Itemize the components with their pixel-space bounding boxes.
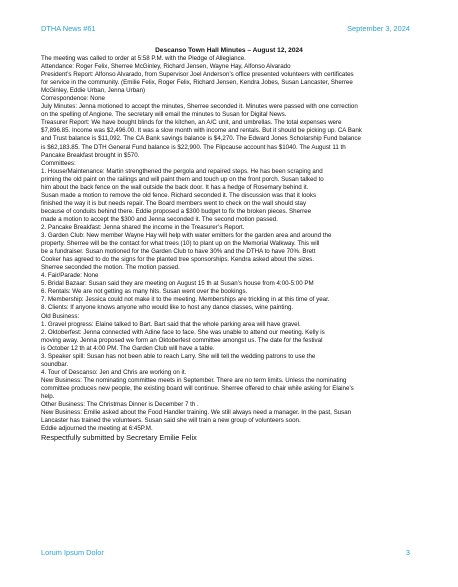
minutes-line: $7,896.85. Income was $2,496.00. It was a slow month with income and rentals. But it should be picking up. CA Bank bbox=[41, 127, 362, 135]
minutes-line: 2. Pancake Breakfast: Jenna shared the income in the Treasurer’s Report. bbox=[41, 223, 245, 231]
minutes-line: is $62,183.85. The DTH General Fund balance is $22,900. The Flipcause account has $1040. The August 11 th bbox=[41, 143, 346, 151]
minutes-line: 4. Tour of Descanso: Jen and Chris are working on it. bbox=[41, 368, 187, 376]
minutes-line: New Business: The nominating committee meets in September. There are no term limits. Unless the nominating bbox=[41, 376, 347, 384]
minutes-line: be a fundraiser. Susan motioned for the Garden Club to have 30% and the DTHA to have 70%. Brett bbox=[41, 248, 316, 256]
signature-line: Respectfully submitted by Secretary Emilie Felix bbox=[41, 433, 197, 443]
minutes-line: for service in the community. (Emilie Felix, Roger Felix, Richard Jensen, Kendra Jobes, Susan Lancaster, Sherree bbox=[41, 79, 353, 87]
minutes-line: Cooker has agreed to do the signs for the planted tree sponsorships. Kendra asked about the sizes. bbox=[41, 256, 315, 264]
minutes-line: help. bbox=[41, 392, 55, 400]
minutes-line: 2. Oktoberfest: Jenna connected with Adine face to face. She was unable to attend our meeting. Kelly is bbox=[41, 328, 325, 336]
minutes-line: 4. Fair/Parade: None bbox=[41, 272, 99, 280]
minutes-line: Pancake Breakfast brought in $570. bbox=[41, 151, 140, 159]
minutes-line: Susan made a motion to remove the old fence. Richard seconded it. The discussion was that it looks bbox=[41, 191, 317, 199]
minutes-line: Correspondence: None bbox=[41, 95, 105, 103]
minutes-line: made a motion to accept the $300 and Jenna seconded it. The second motion passed. bbox=[41, 215, 278, 223]
minutes-line: McGinley, Eddie Urban, Jenna Urban) bbox=[41, 87, 146, 95]
minutes-line: President’s Report: Alfonso Alvarado, from Supervisor Joel Anderson’s office presented volunteers with certificates bbox=[41, 71, 354, 79]
minutes-title: Descanso Town Hall Minutes – August 12, 2024 bbox=[155, 47, 303, 54]
minutes-line: Eddie adjourned the meeting at 6:45P.M. bbox=[41, 425, 153, 433]
minutes-line: 1. Gravel progress: Elaine talked to Bart. Bart said that the whole parking area will have gravel. bbox=[41, 320, 301, 328]
minutes-line: 5. Bridal Bazaar: Susan said they are meeting on August 15 th at Susan’s house from 4:00-5:00 PM bbox=[41, 280, 314, 288]
minutes-line: 7. Membership: Jessica could not make it to the meeting. Memberships are trickling in at this time of year. bbox=[41, 296, 330, 304]
minutes-line: 6. Rentals: We are not getting as many hits. Susan went over the bookings. bbox=[41, 288, 248, 296]
minutes-line: finished the way it is but needs repair. The Board members went to check on the wall should stay bbox=[41, 199, 307, 207]
minutes-line: priming the old paint on the railings and will paint them and touch up on the front porch. Susan talked to bbox=[41, 175, 324, 183]
minutes-line: property. Sherree will be the contact for what trees (10) to plant up on the Memorial Walkway. This will bbox=[41, 240, 320, 248]
minutes-line: committee produces new people, the existing board will continue. Sherree offered to chair while asking for Elaine’s bbox=[41, 384, 354, 392]
minutes-line: 3. Garden Club: New member Wayne Hay will help with water emitters for the garden area and around the bbox=[41, 232, 332, 240]
minutes-line: Committees: bbox=[41, 159, 76, 167]
minutes-line: moving away. Jenna proposed we form an Oktoberfest committee amongst us. The date for the festival bbox=[41, 336, 323, 344]
minutes-line: 3. Speaker spill: Susan has not been able to reach Larry. She will tell the wedding patrons to use the bbox=[41, 352, 316, 360]
issue-date: September 3, 2024 bbox=[347, 24, 410, 33]
minutes-line: Treasurer Report: We have bought blinds for the kitchen, an A/C unit, and umbrellas. The total expenses were bbox=[41, 119, 342, 127]
page-header bbox=[41, 24, 410, 33]
page-number: 3 bbox=[405, 548, 410, 557]
minutes-line: Sherree seconded the motion. The motion passed. bbox=[41, 264, 180, 272]
footer-text: Lorum Ipsum Dolor bbox=[41, 548, 104, 557]
minutes-line: is October 12 th at 4:00 PM. The Garden Club will have a table. bbox=[41, 344, 215, 352]
minutes-line: The meeting was called to order at 5:58 P.M. with the Pledge of Allegiance. bbox=[41, 55, 246, 62]
minutes-body bbox=[41, 55, 421, 442]
minutes-line: New Business: Emilie asked about the Food Handler training. We still always need a manager. In the past, Susan bbox=[41, 409, 352, 417]
minutes-line: July Minutes: Jenna motioned to accept the minutes, Sherree seconded it. Minutes were passed with one correction bbox=[41, 103, 358, 111]
minutes-line: Old Business: bbox=[41, 312, 80, 320]
page-footer bbox=[41, 548, 410, 557]
minutes-line: Other Business: The Christmas Dinner is December 7 th . bbox=[41, 401, 199, 409]
minutes-line: soundbar. bbox=[41, 360, 69, 368]
minutes-line: Attendance: Roger Felix, Sherree McGinley, Richard Jensen, Wayne Hay, Alfonso Alvarado bbox=[41, 63, 291, 71]
minutes-line: on the spelling of Angione. The secretary will email the minutes to Susan for Digital News. bbox=[41, 111, 287, 119]
minutes-line: 1. House/Maintenance: Martin strengthened the pergola and repaired steps. He has been scraping and bbox=[41, 167, 323, 175]
minutes-line: him about the back fence on the wall outside the back door. It has a hedge of Rosemary behind it. bbox=[41, 183, 309, 191]
minutes-line: Lancaster has trained the volunteers. Susan said she will train a new group of volunteers soon. bbox=[41, 417, 301, 425]
newsletter-issue: DTHA News #61 bbox=[41, 24, 96, 33]
minutes-line: and Trust balance is $11,092. The CA Bank savings balance is $4,270. The Edward Jones Scholarship Fund balance bbox=[41, 135, 361, 143]
minutes-line: because of conduits behind there. Eddie proposed a $300 budget to fix the broken pieces. Sherree bbox=[41, 207, 312, 215]
minutes-line: 8. Clients: If anyone knows anyone who would like to host any dance classes, wine painting. bbox=[41, 304, 294, 312]
